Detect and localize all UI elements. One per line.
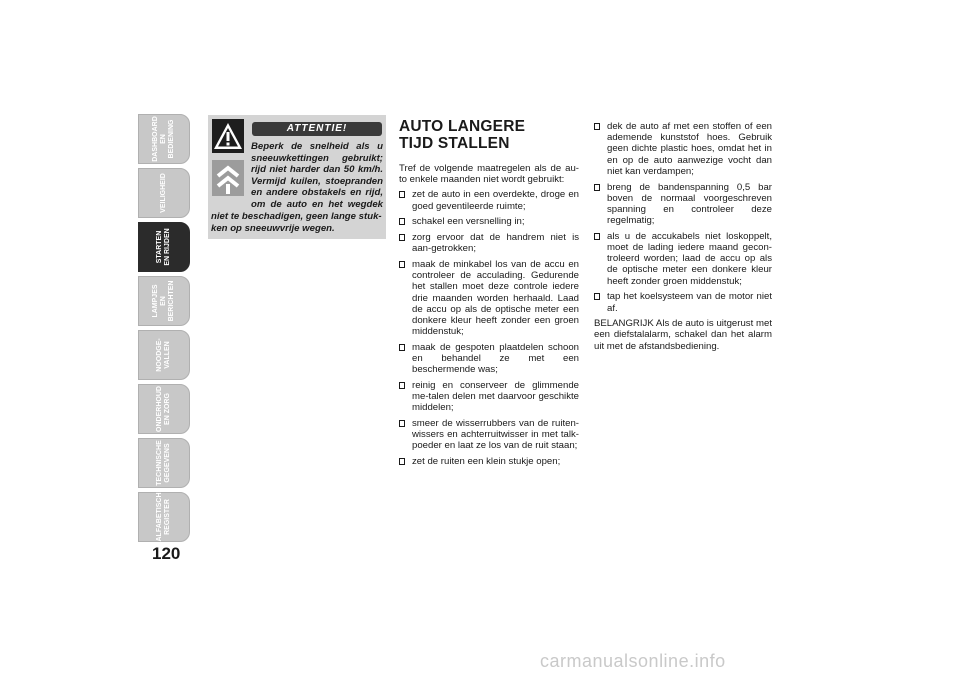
list-item: reinig en conserveer de glimmende me-talen delen met daarvoor geschikte middelen;	[399, 380, 579, 414]
tab-register[interactable]	[138, 492, 190, 542]
checkbox-bullet-icon	[594, 293, 600, 300]
checkbox-bullet-icon	[399, 191, 405, 198]
tab-label: DASHBOARD EN BEDIENING	[152, 116, 175, 162]
list-item: schakel een versnelling in;	[399, 216, 579, 227]
warning-triangle-icon	[212, 119, 244, 153]
tab-label: STARTEN EN RIJDEN	[156, 228, 171, 266]
checkbox-bullet-icon	[399, 261, 405, 268]
text-column-2	[594, 121, 772, 352]
intro-paragraph: Tref de volgende maatregelen als de au-to enkele maanden niet wordt gebruikt:	[399, 163, 579, 186]
list-item: als u de accukabels niet loskoppelt, moet de lading iedere maand gecon-troleerd worden; laad de accu op als de optische meter een donkere kleur heeft zonder groen middenstuk;	[594, 231, 772, 287]
snow-road-icon	[212, 160, 244, 196]
list-item: tap het koelsysteem van de motor niet af.	[594, 291, 772, 313]
tab-label: ALFABETISCH REGISTER	[156, 492, 171, 542]
list-item: maak de gespoten plaatdelen schoon en behandel ze met een beschermende was;	[399, 342, 579, 376]
tab-veiligheid[interactable]	[138, 168, 190, 218]
tab-label: LAMPJES EN BERICHTEN	[152, 280, 175, 322]
tab-starten[interactable]	[138, 222, 190, 272]
list-item: dek de auto af met een stoffen of een ademende kunststof hoes. Gebruik geen dichte plastic hoes, omdat het in en op de auto aanwezige vocht dan niet kan verdampen;	[594, 121, 772, 177]
checkbox-bullet-icon	[399, 218, 405, 225]
tab-onderhoud[interactable]	[138, 384, 190, 434]
checkbox-bullet-icon	[594, 233, 600, 240]
tab-label: VEILIGHEID	[160, 173, 167, 213]
warning-text: Beperk de snelheid als u sneeuwkettingen gebruikt; rijd niet harder dan 50 km/h. Vermijd kuilen, stoepranden en andere obstakels en rijd, om de auto en het wegdek	[251, 141, 383, 210]
list-item: zet de ruiten een klein stukje open;	[399, 456, 579, 467]
section-heading: AUTO LANGERE TIJD STALLEN	[399, 118, 526, 152]
important-note: BELANGRIJK Als de auto is uitgerust met een diefstalalarm, schakel dan het alarm uit met de afstandsbediening.	[594, 318, 772, 352]
checkbox-bullet-icon	[399, 234, 405, 241]
list-item: breng de bandenspanning 0,5 bar boven de normaal voorgeschreven spanning en controleer deze regelmatig;	[594, 182, 772, 227]
list-item: maak de minkabel los van de accu en controleer de acculading. Gedurende het stallen moet deze controle iedere drie maanden worden herhaald. Laad de accu op als de optische meter een donkere kleur heeft zonder een groen middenstuk;	[399, 259, 579, 337]
tab-lampjes[interactable]	[138, 276, 190, 326]
page-number: 120	[152, 544, 181, 563]
warning-title: ATTENTIE!	[252, 122, 382, 136]
warning-text-continued: niet te beschadigen, geen lange stuk-ken op sneeuwvrije wegen.	[211, 211, 382, 234]
tab-label: NOODGE- VALLEN	[156, 338, 171, 372]
list-item: smeer de wisserrubbers van de ruiten-wissers en achterruitwisser in met talk-poeder en laat ze los van de ruit staan;	[399, 418, 579, 452]
tab-label: TECHNISCHE GEGEVENS	[156, 440, 171, 486]
checkbox-bullet-icon	[399, 420, 405, 427]
list-item: zet de auto in een overdekte, droge en goed geventileerde ruimte;	[399, 189, 579, 211]
tab-label: ONDERHOUD EN ZORG	[156, 386, 171, 432]
text-column-1	[399, 163, 579, 472]
checkbox-bullet-icon	[399, 382, 405, 389]
checkbox-bullet-icon	[399, 344, 405, 351]
tab-technische[interactable]	[138, 438, 190, 488]
checkbox-bullet-icon	[594, 184, 600, 191]
watermark: carmanualsonline.info	[540, 651, 726, 671]
tab-dashboard[interactable]	[138, 114, 190, 164]
list-item: zorg ervoor dat de handrem niet is aan-getrokken;	[399, 232, 579, 254]
checkbox-bullet-icon	[399, 458, 405, 465]
tab-noodgevallen[interactable]	[138, 330, 190, 380]
checkbox-bullet-icon	[594, 123, 600, 130]
